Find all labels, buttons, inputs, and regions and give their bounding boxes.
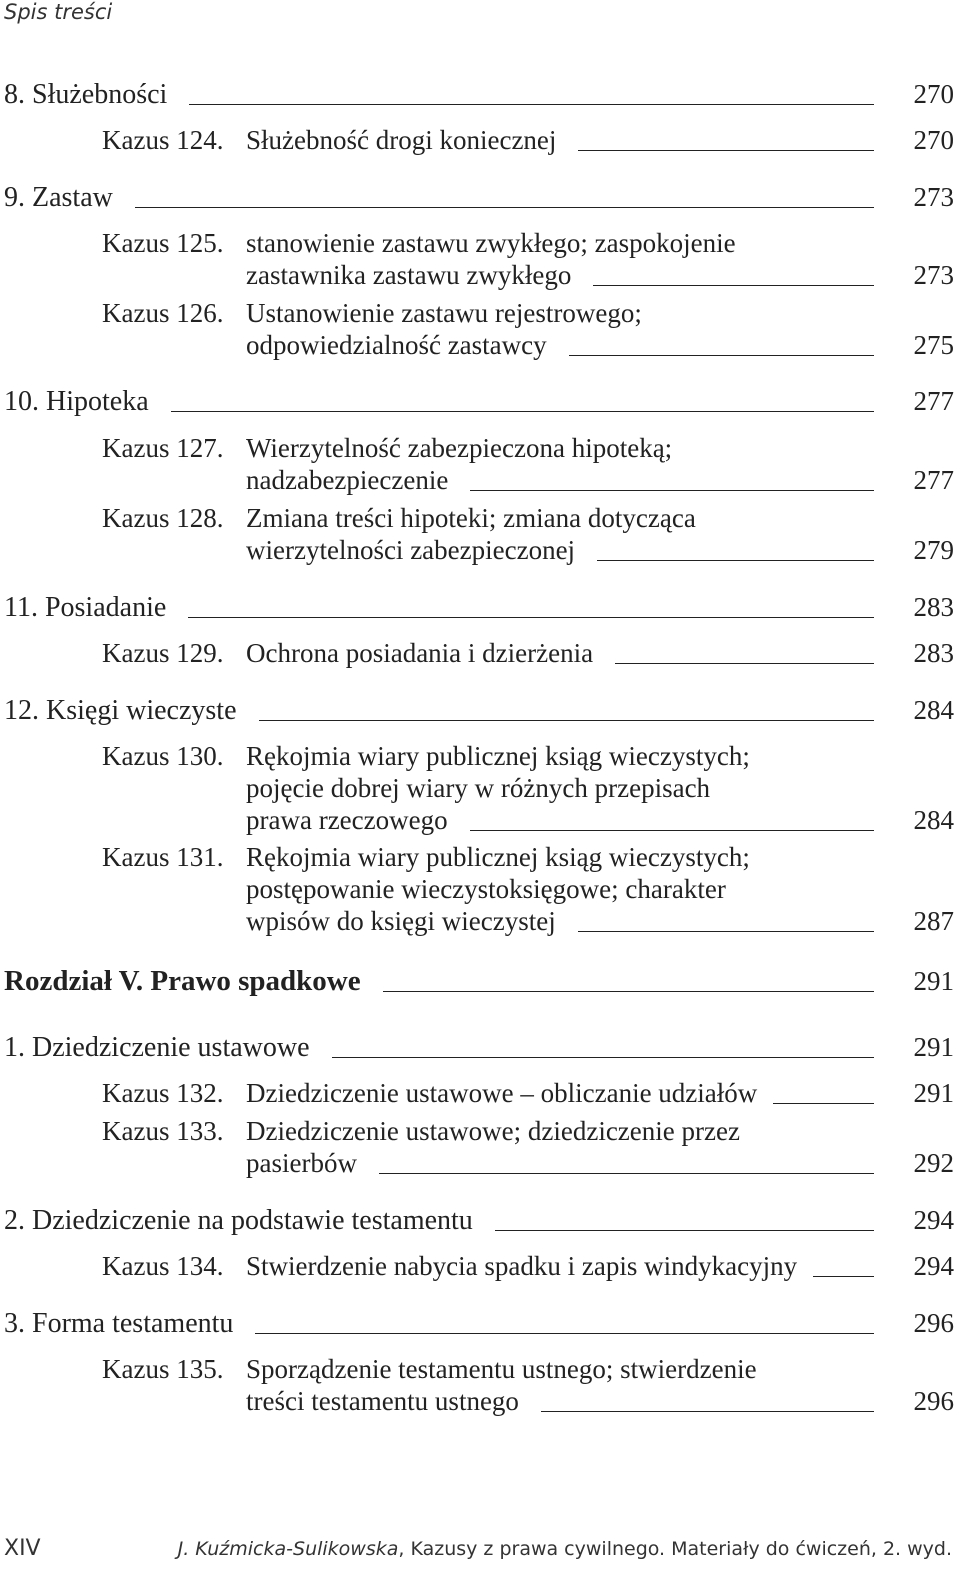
toc-section-title: 3. Forma testamentu [4,1308,234,1339]
case-label: Kazus 126. [102,298,224,328]
book-author: J. Kuźmicka-Sulikowska [177,1538,399,1560]
case-title-line1: Ustanowienie zastawu rejestrowego; [246,298,642,328]
case-title-line2: pojęcie dobrej wiary w różnych przepisach [246,773,711,803]
toc-page-number: 273 [913,182,954,212]
toc-page-number: 284 [913,695,954,725]
toc-leader [259,720,875,721]
toc-leader [332,1057,874,1058]
toc-leader [578,150,874,151]
toc-section-9[interactable] [4,181,954,214]
case-label: Kazus 133. [102,1116,224,1146]
case-title-line2: nadzabezpieczenie [246,465,449,495]
toc-page-number: 273 [913,260,954,290]
toc-leader [189,104,874,105]
book-title: , Kazusy z prawa cywilnego. Materiały do ćwiczeń, 2. wyd. [398,1538,952,1560]
case-title-line1: Sporządzenie testamentu ustnego; stwierdzenie [246,1354,757,1384]
toc-leader [813,1276,874,1277]
toc-section-11[interactable] [4,591,954,624]
toc-page-number: 296 [913,1386,954,1416]
toc-case-130-last-line[interactable] [246,804,954,837]
toc-leader [188,617,874,618]
toc-section-3[interactable] [4,1307,954,1340]
case-title-line1: Rękojmia wiary publicznej ksiąg wieczystych; [246,842,750,872]
page-footer [0,1536,960,1566]
toc-case-131[interactable] [102,841,954,874]
toc-page-number: 279 [913,535,954,565]
toc-case-131-line2 [246,873,954,906]
toc-page-number: 270 [913,79,954,109]
case-label: Kazus 131. [102,842,224,872]
toc-page-number: 294 [913,1251,954,1281]
toc-case-128[interactable] [102,502,954,535]
page-folio: XIV [4,1536,41,1561]
case-label: Kazus 125. [102,228,224,258]
toc-case-126-last-line[interactable] [246,329,954,362]
toc-leader [470,490,874,491]
toc-leader [593,285,874,286]
toc-section-10[interactable] [4,385,954,418]
toc-section-8[interactable] [4,78,954,111]
toc-page-number: 283 [913,638,954,668]
toc-case-126[interactable] [102,297,954,330]
toc-leader [171,411,874,412]
case-title-line2: odpowiedzialność zastawcy [246,330,547,360]
toc-page-number: 291 [913,966,954,996]
case-label: Kazus 129. [102,638,224,668]
toc-section-title: 9. Zastaw [4,182,113,213]
toc-page-number: 287 [913,906,954,936]
case-label: Kazus 134. [102,1251,224,1281]
toc-leader [541,1411,874,1412]
case-label: Kazus 132. [102,1078,224,1108]
toc-case-127-last-line[interactable] [246,464,954,497]
toc-case-130[interactable] [102,740,954,773]
toc-case-125[interactable] [102,227,954,260]
case-title-line1: Zmiana treści hipoteki; zmiana dotycząca [246,503,696,533]
toc-section-title: 1. Dziedziczenie ustawowe [4,1032,310,1063]
toc-chapter-5[interactable] [4,965,954,998]
toc-case-124[interactable] [4,124,954,157]
case-title-line2: treści testamentu ustnego [246,1386,519,1416]
toc-page-number: 294 [913,1205,954,1235]
case-title-line3: wpisów do księgi wieczystej [246,906,556,936]
case-title-line1: Rękojmia wiary publicznej ksiąg wieczystych; [246,741,750,771]
toc-leader [379,1173,874,1174]
case-title-line2: zastawnika zastawu zwykłego [246,260,572,290]
toc-leader [569,355,874,356]
toc-leader [135,207,874,208]
toc-page-number: 270 [913,125,954,155]
case-title: Dziedziczenie ustawowe – obliczanie udziałów [246,1078,758,1108]
case-title-line1: Dziedziczenie ustawowe; dziedziczenie przez [246,1116,740,1146]
toc-section-title: 10. Hipoteka [4,386,149,417]
case-title-line2: pasierbów [246,1148,357,1178]
case-label: Kazus 128. [102,503,224,533]
case-title: Służebność drogi koniecznej [246,125,557,155]
toc-case-134[interactable] [4,1250,954,1283]
toc-leader [615,663,874,664]
toc-case-129[interactable] [4,637,954,670]
toc-page-number: 277 [913,465,954,495]
toc-leader [578,931,874,932]
case-title-line2: wierzytelności zabezpieczonej [246,535,576,565]
case-label: Kazus 124. [102,125,224,155]
toc-leader [470,830,874,831]
case-label: Kazus 127. [102,433,224,463]
case-title-line1: Wierzytelność zabezpieczona hipoteką; [246,433,673,463]
toc-page-number: 284 [913,805,954,835]
toc-section-title: 8. Służebności [4,79,168,110]
toc-page-number: 296 [913,1308,954,1338]
toc-case-132[interactable] [4,1077,954,1110]
toc-leader [495,1230,874,1231]
toc-section-12[interactable] [4,694,954,727]
toc-case-127[interactable] [102,432,954,465]
case-title-line2: postępowanie wieczystoksięgowe; charakter [246,874,726,904]
toc-section-2[interactable] [4,1204,954,1237]
toc-page-number: 291 [913,1032,954,1062]
toc-case-133[interactable] [102,1115,954,1148]
toc-page-number: 277 [913,386,954,416]
toc-case-125-last-line[interactable] [246,259,954,292]
toc-page-number: 291 [913,1078,954,1108]
case-title-line3: prawa rzeczowego [246,805,448,835]
toc-case-131-last-line[interactable] [246,905,954,938]
toc-page-number: 292 [913,1148,954,1178]
book-credit [178,1538,952,1560]
toc-case-135[interactable] [102,1353,954,1386]
case-label: Kazus 130. [102,741,224,771]
toc-section-title: 11. Posiadanie [4,592,167,623]
toc-chapter-title: Rozdział V. Prawo spadkowe [4,965,361,997]
toc-leader [597,560,874,561]
toc-leader [383,991,874,992]
running-head: Spis treści [4,0,113,24]
toc-page-number: 275 [913,330,954,360]
toc-section-title: 12. Księgi wieczyste [4,695,237,726]
toc-case-133-last-line[interactable] [246,1147,954,1180]
case-title: Ochrona posiadania i dzierżenia [246,638,594,668]
case-title: Stwierdzenie nabycia spadku i zapis windykacyjny [246,1251,798,1281]
toc-case-128-last-line[interactable] [246,534,954,567]
toc-section-title: 2. Dziedziczenie na podstawie testamentu [4,1205,473,1236]
toc-case-130-line2 [246,772,954,805]
toc-leader [773,1103,874,1104]
toc-section-1[interactable] [4,1031,954,1064]
toc-page-number: 283 [913,592,954,622]
case-label: Kazus 135. [102,1354,224,1384]
toc-leader [255,1333,874,1334]
case-title-line1: stanowienie zastawu zwykłego; zaspokojenie [246,228,736,258]
toc-case-135-last-line[interactable] [246,1385,954,1418]
